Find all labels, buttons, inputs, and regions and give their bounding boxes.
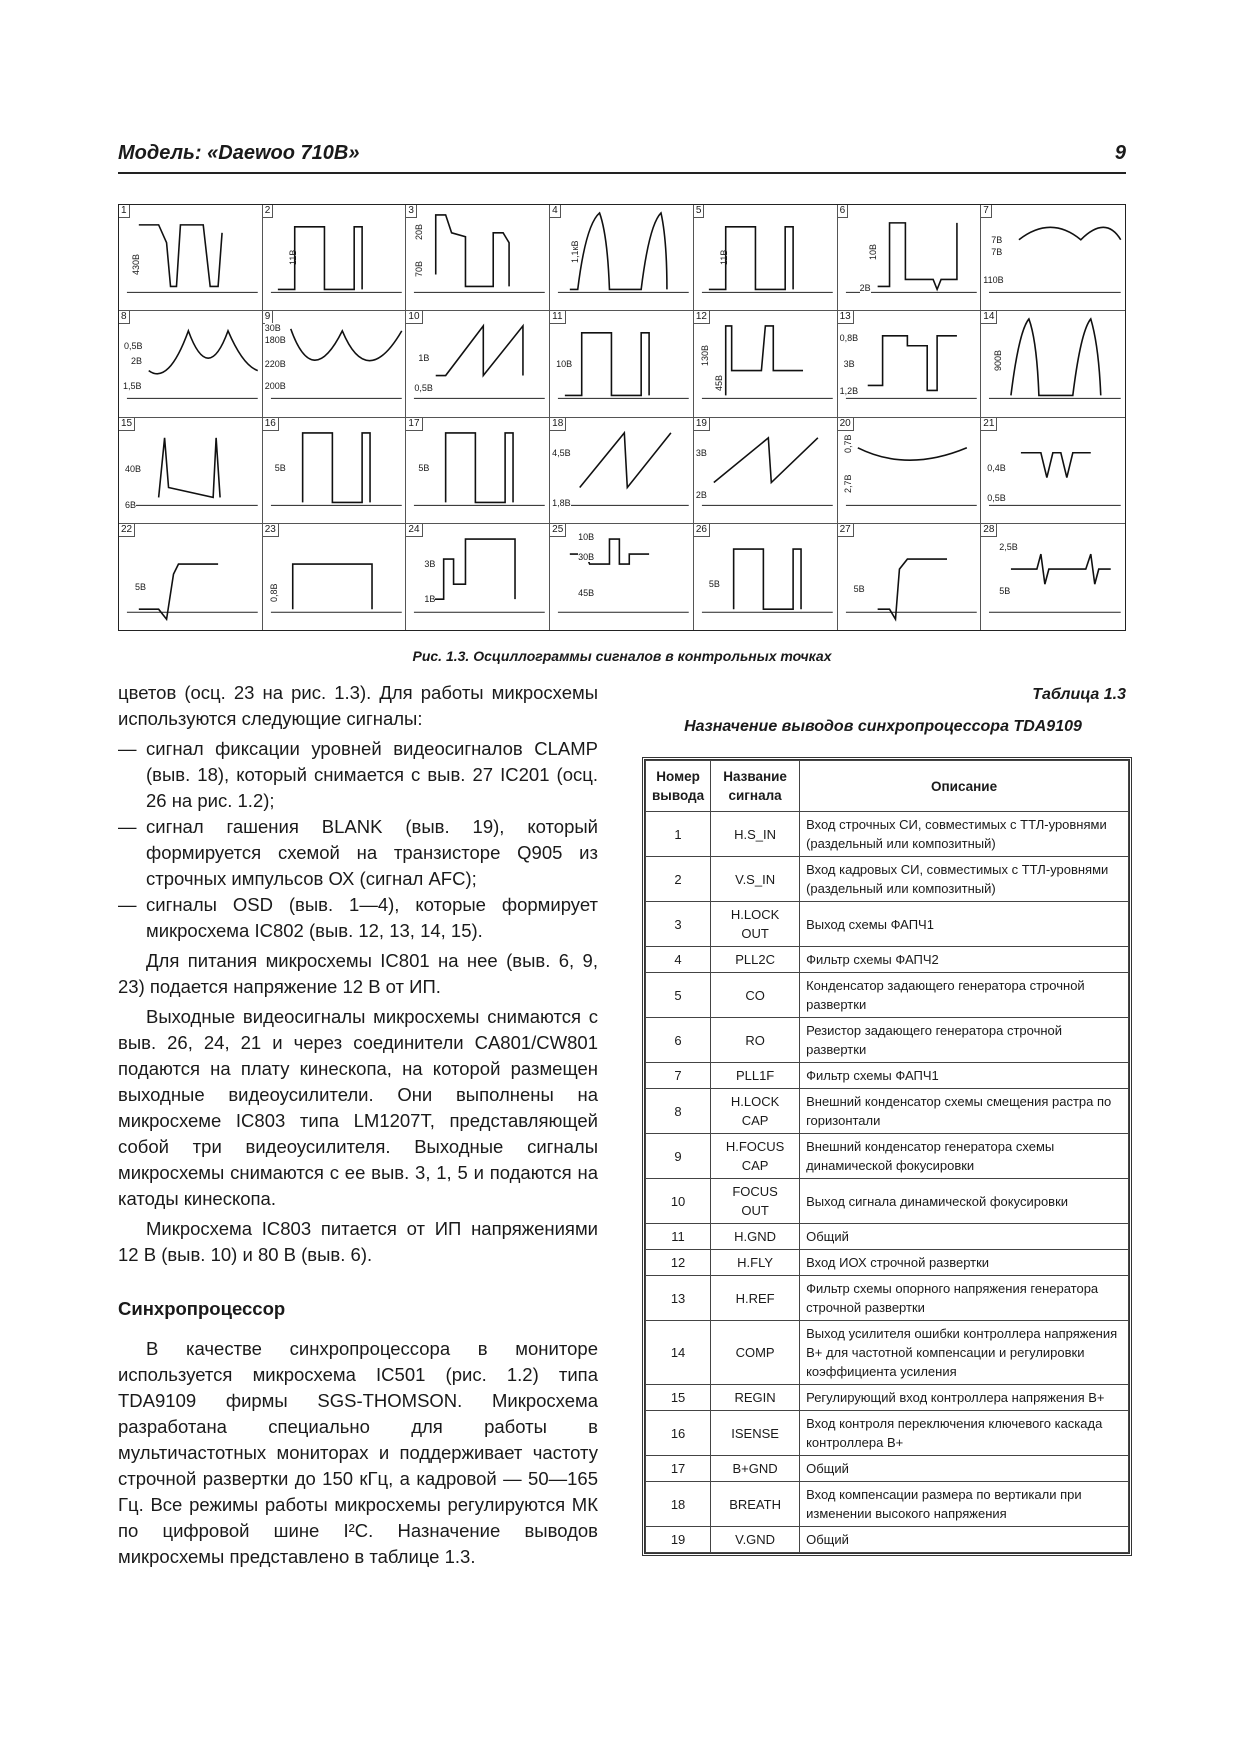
voltage-label: 0,5В	[987, 492, 1006, 503]
waveform-trace	[292, 564, 371, 609]
waveform	[263, 205, 406, 310]
voltage-label: 20В	[414, 223, 425, 240]
table-row	[646, 1179, 1129, 1224]
oscillogram-cell	[694, 524, 838, 630]
waveform-trace	[857, 447, 966, 459]
signal-name: H.REF	[711, 1276, 800, 1321]
pin-number: 3	[646, 902, 711, 947]
waveform	[694, 524, 837, 630]
table-row	[646, 1527, 1129, 1553]
voltage-label: 5В	[274, 462, 286, 473]
voltage-label: 5В	[708, 578, 720, 589]
description: Конденсатор задающего генератора строчной развертки	[800, 973, 1129, 1018]
waveform-trace	[1011, 319, 1101, 395]
table-row	[646, 1482, 1129, 1527]
waveform-trace	[426, 539, 515, 599]
waveform	[838, 418, 981, 523]
oscillogram-cell	[263, 311, 407, 417]
voltage-label: 30В	[578, 551, 595, 562]
signal-name: BREATH	[711, 1482, 800, 1527]
description: Вход ИОХ строчной развертки	[800, 1250, 1129, 1276]
oscillogram-cell	[838, 205, 982, 311]
paragraph: цветов (осц. 23 на рис. 1.3). Для работы микросхемы используются следующие сигналы:	[118, 682, 598, 729]
waveform-trace	[877, 223, 956, 290]
voltage-label: 1,1кВ	[570, 240, 581, 263]
description: Общий	[800, 1527, 1129, 1553]
oscillogram-cell	[694, 311, 838, 417]
waveform-trace	[1011, 554, 1111, 584]
voltage-label: 1В	[418, 353, 430, 364]
oscillogram-cell	[694, 418, 838, 524]
signal-name: H.GND	[711, 1224, 800, 1250]
voltage-label: 5В	[853, 583, 865, 594]
oscillogram-cell	[263, 524, 407, 630]
pin-number: 9	[646, 1134, 711, 1179]
table-row	[646, 1321, 1129, 1385]
table-row	[646, 1089, 1129, 1134]
figure-caption: Рис. 1.3. Осциллограммы сигналов в контрольных точках	[412, 648, 832, 664]
voltage-label: 110В	[983, 275, 1004, 285]
pin-number: 7	[646, 1063, 711, 1089]
model-title: Модель: «Daewoo 710B»	[118, 142, 360, 164]
oscillogram-number: 21	[981, 418, 997, 431]
voltage-label: 10В	[578, 531, 595, 542]
description: Общий	[800, 1456, 1129, 1482]
waveform-trace	[733, 549, 800, 609]
description: Вход строчных СИ, совместимых с ТТЛ-уровнями (раздельный или композитный)	[800, 812, 1129, 857]
signal-name: REGIN	[711, 1385, 800, 1411]
oscillogram-number: 6	[838, 205, 849, 218]
oscillogram-number: 20	[838, 418, 854, 431]
waveform-trace	[290, 329, 401, 361]
voltage-label: 6В	[125, 499, 137, 510]
oscillogram-number: 17	[406, 418, 422, 431]
list-item: — сигналы OSD (выв. 1—4), которые формирует микросхема IC802 (выв. 12, 13, 14, 15).	[118, 894, 598, 941]
voltage-label: 0,4В	[987, 462, 1006, 473]
oscillogram-cell	[406, 311, 550, 417]
oscillogram-cell	[981, 311, 1125, 417]
description: Фильтр схемы ФАПЧ2	[800, 947, 1129, 973]
table-row	[646, 1456, 1129, 1482]
table-row	[646, 812, 1129, 857]
signal-name: CO	[711, 973, 800, 1018]
oscillogram-number: 7	[981, 205, 992, 218]
oscillogram-number: 24	[406, 524, 422, 537]
signal-name: COMP	[711, 1321, 800, 1385]
oscillogram-number: 22	[119, 524, 135, 537]
voltage-label: 0,8В	[268, 583, 279, 602]
waveform-trace	[139, 564, 218, 619]
oscillogram-number: 5	[694, 205, 705, 218]
signal-name: H.FOCUS CAP	[711, 1134, 800, 1179]
voltage-label: 180В	[264, 335, 286, 346]
signal-name: RO	[711, 1018, 800, 1063]
oscillogram-number: 14	[981, 311, 997, 324]
waveform	[694, 418, 837, 523]
voltage-label: 0,5В	[414, 383, 433, 394]
signal-name: PLL1F	[711, 1063, 800, 1089]
pin-number: 15	[646, 1385, 711, 1411]
waveform-trace	[714, 437, 818, 482]
oscillogram-cell	[406, 205, 550, 311]
description: Внешний конденсатор схемы смещения растра по горизонтали	[800, 1089, 1129, 1134]
oscillogram-number: 11	[550, 311, 565, 324]
oscillogram-number: 19	[694, 418, 710, 431]
description: Вход контроля переключения ключевого каскада контроллера B+	[800, 1411, 1129, 1456]
voltage-label: 30В	[264, 323, 281, 334]
voltage-label: 130В	[699, 345, 710, 367]
waveform	[694, 311, 837, 416]
oscillogram-number: 18	[550, 418, 566, 431]
waveform-trace	[436, 215, 509, 286]
pin-number: 12	[646, 1250, 711, 1276]
oscillogram-cell	[838, 311, 982, 417]
voltage-label: 3В	[424, 558, 436, 569]
description: Выход усилителя ошибки контроллера напряжения B+ для частотной компенсации и регулировки коэффициента усиления	[800, 1321, 1129, 1385]
oscillogram-cell	[263, 418, 407, 524]
table-row	[646, 1276, 1129, 1321]
voltage-label: 10В	[867, 243, 878, 260]
oscillogram-number: 23	[263, 524, 279, 537]
voltage-label: 4,5В	[552, 447, 571, 458]
table-row	[646, 902, 1129, 947]
description: Выход схемы ФАПЧ1	[800, 902, 1129, 947]
oscillogram-cell	[981, 524, 1125, 630]
paragraph: Для питания микросхемы IC801 на нее (выв. 6, 9, 23) подается напряжение 12 В от ИП.	[118, 950, 598, 997]
waveform-trace	[867, 336, 956, 391]
voltage-label: 3В	[843, 359, 855, 370]
voltage-label: 0,8В	[839, 333, 859, 344]
voltage-label: 1,8В	[552, 497, 571, 508]
signal-name: H.FLY	[711, 1250, 800, 1276]
waveform-trace	[1019, 227, 1121, 239]
paragraph: В качестве синхропроцессора в мониторе используется микросхема IC501 (рис. 1.2) типа TDA9109 фирмы SGS-THOMSON. Микросхема разработана специально для работы в мультичастотных мониторах и поддерживает частоту строчной развертки до 150 кГц, а кадровой — 50—165 Гц. Все режимы работы микросхемы регулируются МК по цифровой шине I²C. Назначение выводов микросхемы представлено в таблице 1.3.	[118, 1338, 598, 1567]
pin-number: 17	[646, 1456, 711, 1482]
oscillogram-cell	[550, 524, 694, 630]
voltage-label: 40В	[125, 463, 142, 474]
list-item: — сигнал фиксации уровней видеосигналов CLAMP (выв. 18), который снимается с выв. 27 IC201 (осц. 26 на рис. 1.2);	[118, 738, 598, 811]
voltage-label: 5В	[999, 585, 1011, 596]
page-number: 9	[1114, 142, 1126, 164]
pin-number: 1	[646, 812, 711, 857]
waveform	[838, 205, 981, 310]
table-row	[646, 1250, 1129, 1276]
voltage-label: 2,7В	[842, 473, 853, 493]
signal-name: FOCUS OUT	[711, 1179, 800, 1224]
table-header-row	[646, 761, 1129, 812]
waveform-trace	[302, 432, 369, 502]
pin-number: 18	[646, 1482, 711, 1527]
pin-number: 5	[646, 973, 711, 1018]
waveform	[550, 524, 693, 630]
signal-name: H.S_IN	[711, 812, 800, 857]
pin-number: 8	[646, 1089, 711, 1134]
table-row	[646, 1134, 1129, 1179]
oscillogram-number: 1	[119, 205, 130, 218]
pin-number: 11	[646, 1224, 711, 1250]
oscillogram-cell	[550, 205, 694, 311]
col-header-description: Описание	[800, 761, 1129, 812]
table-row	[646, 1224, 1129, 1250]
table-row	[646, 1018, 1129, 1063]
waveform	[981, 205, 1125, 310]
table-row	[646, 973, 1129, 1018]
table-row	[646, 857, 1129, 902]
voltage-label: 430В	[131, 253, 141, 275]
signal-name: H.LOCK CAP	[711, 1089, 800, 1134]
voltage-label: 1В	[424, 593, 436, 604]
pin-number: 10	[646, 1179, 711, 1224]
description: Фильтр схемы ФАПЧ1	[800, 1063, 1129, 1089]
voltage-label: 11В	[718, 249, 729, 265]
oscillogram-number: 16	[263, 418, 279, 431]
oscillogram-cell	[119, 418, 263, 524]
waveform	[838, 311, 981, 416]
oscillogram-number: 9	[263, 311, 274, 324]
description: Вход кадровых СИ, совместимых с ТТЛ-уровнями (раздельный или композитный)	[800, 857, 1129, 902]
waveform-trace	[565, 333, 649, 396]
oscillogram-number: 28	[981, 524, 997, 537]
description: Регулирующий вход контроллера напряжения B+	[800, 1385, 1129, 1411]
table-caption: Таблица 1.3	[1032, 686, 1126, 703]
oscillogram-cell	[550, 418, 694, 524]
waveform-trace	[877, 559, 946, 619]
table-row	[646, 947, 1129, 973]
oscillogram-number: 12	[694, 311, 710, 324]
description: Общий	[800, 1224, 1129, 1250]
voltage-label: 7В	[991, 247, 1003, 257]
oscillogram-cell	[838, 524, 982, 630]
table-title: Назначение выводов синхропроцессора TDA9109	[684, 718, 1082, 735]
voltage-label: 45В	[578, 587, 595, 598]
waveform-trace	[1021, 452, 1091, 477]
voltage-label: 70В	[414, 260, 425, 277]
waveform-trace	[159, 437, 220, 497]
signal-name: PLL2C	[711, 947, 800, 973]
voltage-label: 11В	[287, 249, 298, 265]
waveform-trace	[570, 213, 667, 289]
pin-number: 2	[646, 857, 711, 902]
oscillogram-cell	[406, 418, 550, 524]
signal-name: ISENSE	[711, 1411, 800, 1456]
table-row	[646, 1063, 1129, 1089]
signal-name: H.LOCK OUT	[711, 902, 800, 947]
voltage-label: 2,5В	[999, 541, 1018, 552]
oscillogram-cell	[981, 205, 1125, 311]
waveform-trace	[436, 326, 523, 376]
pin-table	[642, 757, 1132, 1556]
voltage-label: 2В	[695, 489, 707, 500]
waveform	[406, 205, 549, 310]
voltage-label: 2В	[859, 283, 871, 293]
oscillogram-cell	[406, 524, 550, 630]
waveform	[694, 205, 837, 310]
list-item: — сигнал гашения BLANK (выв. 19), который формируется схемой на транзисторе Q905 из строчных импульсов ОХ (сигнал AFC);	[118, 816, 598, 889]
waveform	[119, 524, 262, 630]
voltage-label: 10В	[556, 359, 573, 370]
voltage-label: 5В	[135, 581, 147, 592]
voltage-label: 200В	[264, 381, 286, 392]
description: Выход сигнала динамической фокусировки	[800, 1179, 1129, 1224]
voltage-label: 7В	[991, 235, 1003, 245]
description: Внешний конденсатор генератора схемы динамической фокусировки	[800, 1134, 1129, 1179]
col-header-signal: Название сигнала	[711, 761, 800, 812]
waveform	[550, 418, 693, 523]
oscillogram-cell	[119, 311, 263, 417]
section-heading: Синхропроцессор	[118, 1298, 286, 1319]
oscillogram-cell	[263, 205, 407, 311]
pin-number: 16	[646, 1411, 711, 1456]
paragraph: Выходные видеосигналы микросхемы снимаются с выв. 26, 24, 21 и через соединители CA801/CW801 подаются на плату кинескопа, на которой размещен выходные видеоусилители. Они выполнены на микросхеме IC803 типа LM1207T, представляющей собой три видеоусилителя. Выходные сигналы микросхемы снимаются с ее выв. 3, 1, 5 и подаются на катоды кинескопа.	[118, 1006, 598, 1209]
waveform-trace	[446, 432, 513, 502]
table-row	[646, 1385, 1129, 1411]
description: Фильтр схемы опорного напряжения генератора строчной развертки	[800, 1276, 1129, 1321]
waveform-trace	[149, 331, 258, 374]
pin-number: 6	[646, 1018, 711, 1063]
pin-number: 4	[646, 947, 711, 973]
oscillogram-number: 15	[119, 418, 135, 431]
page-header	[118, 138, 1126, 174]
pin-number: 14	[646, 1321, 711, 1385]
voltage-label: 3В	[695, 447, 707, 458]
signal-name: V.GND	[711, 1527, 800, 1553]
oscillogram-grid	[118, 204, 1126, 631]
waveform-trace	[139, 225, 222, 287]
waveform	[406, 524, 549, 630]
voltage-label: 45В	[713, 375, 724, 392]
oscillogram-number: 25	[550, 524, 566, 537]
oscillogram-cell	[119, 524, 263, 630]
body-text	[118, 680, 598, 1570]
oscillogram-number: 10	[406, 311, 422, 324]
oscillogram-number: 3	[406, 205, 417, 218]
signal-name: B+GND	[711, 1456, 800, 1482]
signal-list	[118, 736, 598, 944]
waveform	[981, 524, 1125, 630]
description: Вход компенсации размера по вертикали при изменении высокого напряжения	[800, 1482, 1129, 1527]
voltage-label: 1,2В	[839, 386, 859, 397]
voltage-label: 0,5В	[124, 341, 143, 352]
waveform	[406, 311, 549, 416]
oscillogram-number: 27	[838, 524, 854, 537]
oscillogram-cell	[838, 418, 982, 524]
oscillogram-number: 13	[838, 311, 854, 324]
pin-number: 19	[646, 1527, 711, 1553]
voltage-label: 220В	[264, 359, 286, 370]
signal-name: V.S_IN	[711, 857, 800, 902]
oscillogram-number: 8	[119, 311, 130, 324]
oscillogram-number: 2	[263, 205, 274, 218]
voltage-label: 900В	[993, 350, 1004, 372]
oscillogram-number: 4	[550, 205, 561, 218]
oscillogram-number: 26	[694, 524, 710, 537]
oscillogram-cell	[694, 205, 838, 311]
waveform	[263, 524, 406, 630]
waveform	[838, 524, 981, 630]
oscillogram-cell	[550, 311, 694, 417]
voltage-label: 0,7В	[842, 433, 853, 453]
paragraph: Микросхема IC803 питается от ИП напряжениями 12 В (выв. 10) и 80 В (выв. 6).	[118, 1218, 598, 1265]
oscillogram-cell	[119, 205, 263, 311]
description: Резистор задающего генератора строчной развертки	[800, 1018, 1129, 1063]
table-row	[646, 1411, 1129, 1456]
waveform-trace	[726, 326, 803, 396]
voltage-label: 2В	[131, 356, 143, 367]
voltage-label: 5В	[418, 462, 430, 473]
oscillogram-cell	[981, 418, 1125, 524]
voltage-label: 1,5В	[123, 381, 142, 392]
col-header-pin: Номер вывода	[646, 761, 711, 812]
pin-number: 13	[646, 1276, 711, 1321]
waveform-trace	[580, 432, 671, 487]
